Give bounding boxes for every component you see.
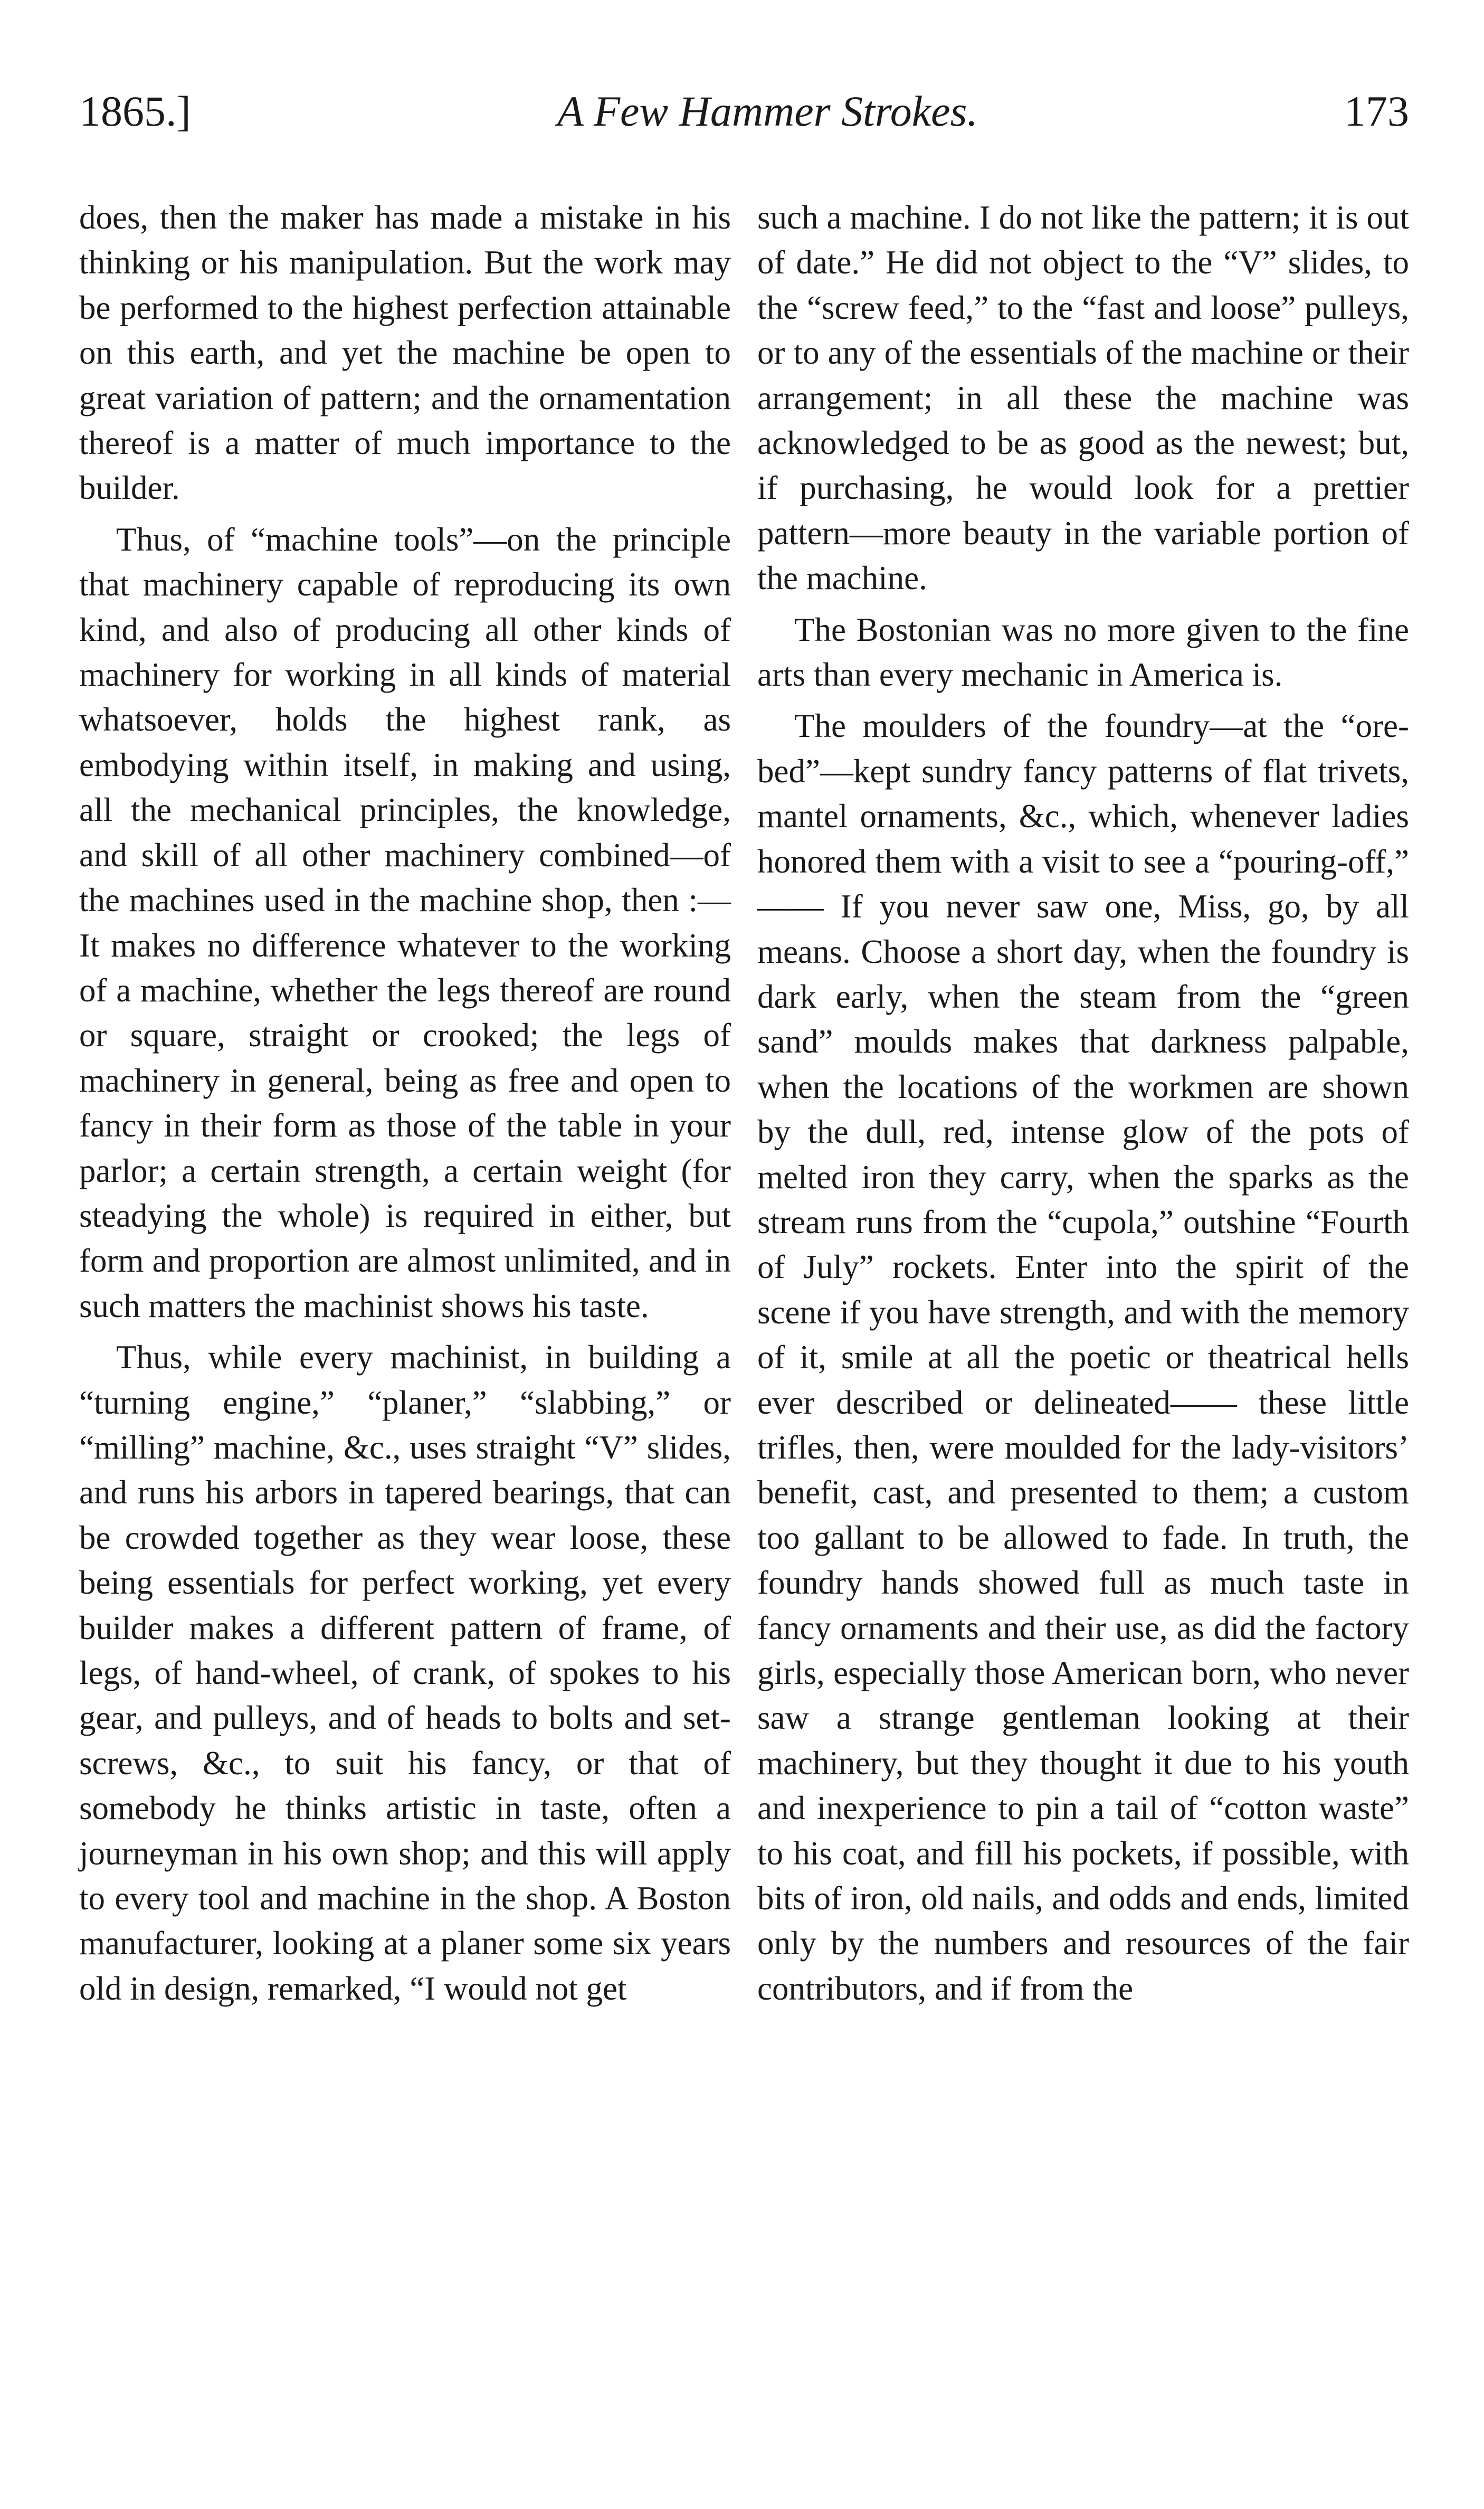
paragraph: Thus, while every machinist, in building a “turning engine,” “planer,” “slabbing,” or “milling” machine, &c., uses straight “V” slides, and runs his arbors in tapered bearings, that can be crowded together as they wear loose, these being essentials for perfect working, yet every builder makes a different pattern of frame, of legs, of hand-wheel, of crank, of spokes to his gear, and pulleys, and of heads to bolts and set-screws, &c., to suit his fancy, or that of somebody he thinks artistic in taste, often a journeyman in his own shop; and this will apply to every tool and machine in the shop. A Boston manufacturer, looking at a planer some six years old in design, remarked, “I would not get [79, 1339, 731, 2007]
right-column [757, 195, 1409, 2018]
paragraph: such a machine. I do not like the pattern; it is out of date.” He did not object to the “V” slides, to the “screw feed,” to the “fast and loose” pulleys, or to any of the essentials of the machine or their arrangement; in all these the machine was acknowledged to be as good as the newest; but, if purchasing, he would look for a prettier pattern—more beauty in the variable portion of the machine. [757, 199, 1409, 597]
running-header [79, 87, 1409, 143]
header-title: A Few Hammer Strokes. [557, 87, 978, 135]
left-column [79, 195, 731, 2018]
paragraph: Thus, of “machine tools”—on the principle that machinery capable of reproducing its own kind, and also of producing all other kinds of machinery for working in all kinds of material whatsoever, holds the highest rank, as embodying within itself, in making and using, all the mechanical principles, the knowledge, and skill of all other machinery combined—of the machines used in the machine shop, then :—It makes no difference whatever to the working of a machine, whether the legs thereof are round or square, straight or crooked; the legs of machinery in general, being as free and open to fancy in their form as those of the table in your parlor; a certain strength, a certain weight (for steadying the whole) is required in either, but form and proportion are almost unlimited, and in such matters the machinist shows his taste. [79, 520, 731, 1324]
paragraph: The moulders of the foundry—at the “ore-bed”—kept sundry fancy patterns of flat trivets, mantel ornaments, &c., which, whenever ladies honored them with a visit to see a “pouring-off,” —— If you never saw one, Miss, go, by all means. Choose a short day, when the foundry is dark early, when the steam from the “green sand” moulds makes that darkness palpable, when the locations of the workmen are shown by the dull, red, intense glow of the pots of melted iron they carry, when the sparks as the stream runs from the “cupola,” outshine “Fourth of July” rockets. Enter into the spirit of the scene if you have strength, and with the memory of it, smile at all the poetic or theatrical hells ever described or delineated—— these little trifles, then, were moulded for the lady-visitors’ benefit, cast, and presented to them; a custom too gallant to be allowed to fade. In truth, the foundry hands showed full as much taste in fancy ornaments and their use, as did the factory girls, especially those American born, who never saw a strange gentleman looking at their machinery, but they thought it due to his youth and inexperience to pin a tail of “cotton waste” to his coat, and fill his pockets, if possible, with bits of iron, old nails, and odds and ends, limited only by the numbers and resources of the fair contributors, and if from the [757, 707, 1409, 2007]
book-page [79, 87, 1409, 2007]
paragraph: The Bostonian was no more given to the fine arts than every mechanic in America is. [757, 611, 1409, 694]
header-year: 1865.] [79, 87, 191, 135]
text-columns [79, 195, 1409, 2018]
paragraph: does, then the maker has made a mistake in his thinking or his manipulation. But the work may be performed to the highest perfection attainable on this earth, and yet the machine be open to great variation of pattern; and the ornamentation thereof is a matter of much importance to the builder. [79, 199, 731, 507]
page-number: 173 [1344, 87, 1409, 135]
